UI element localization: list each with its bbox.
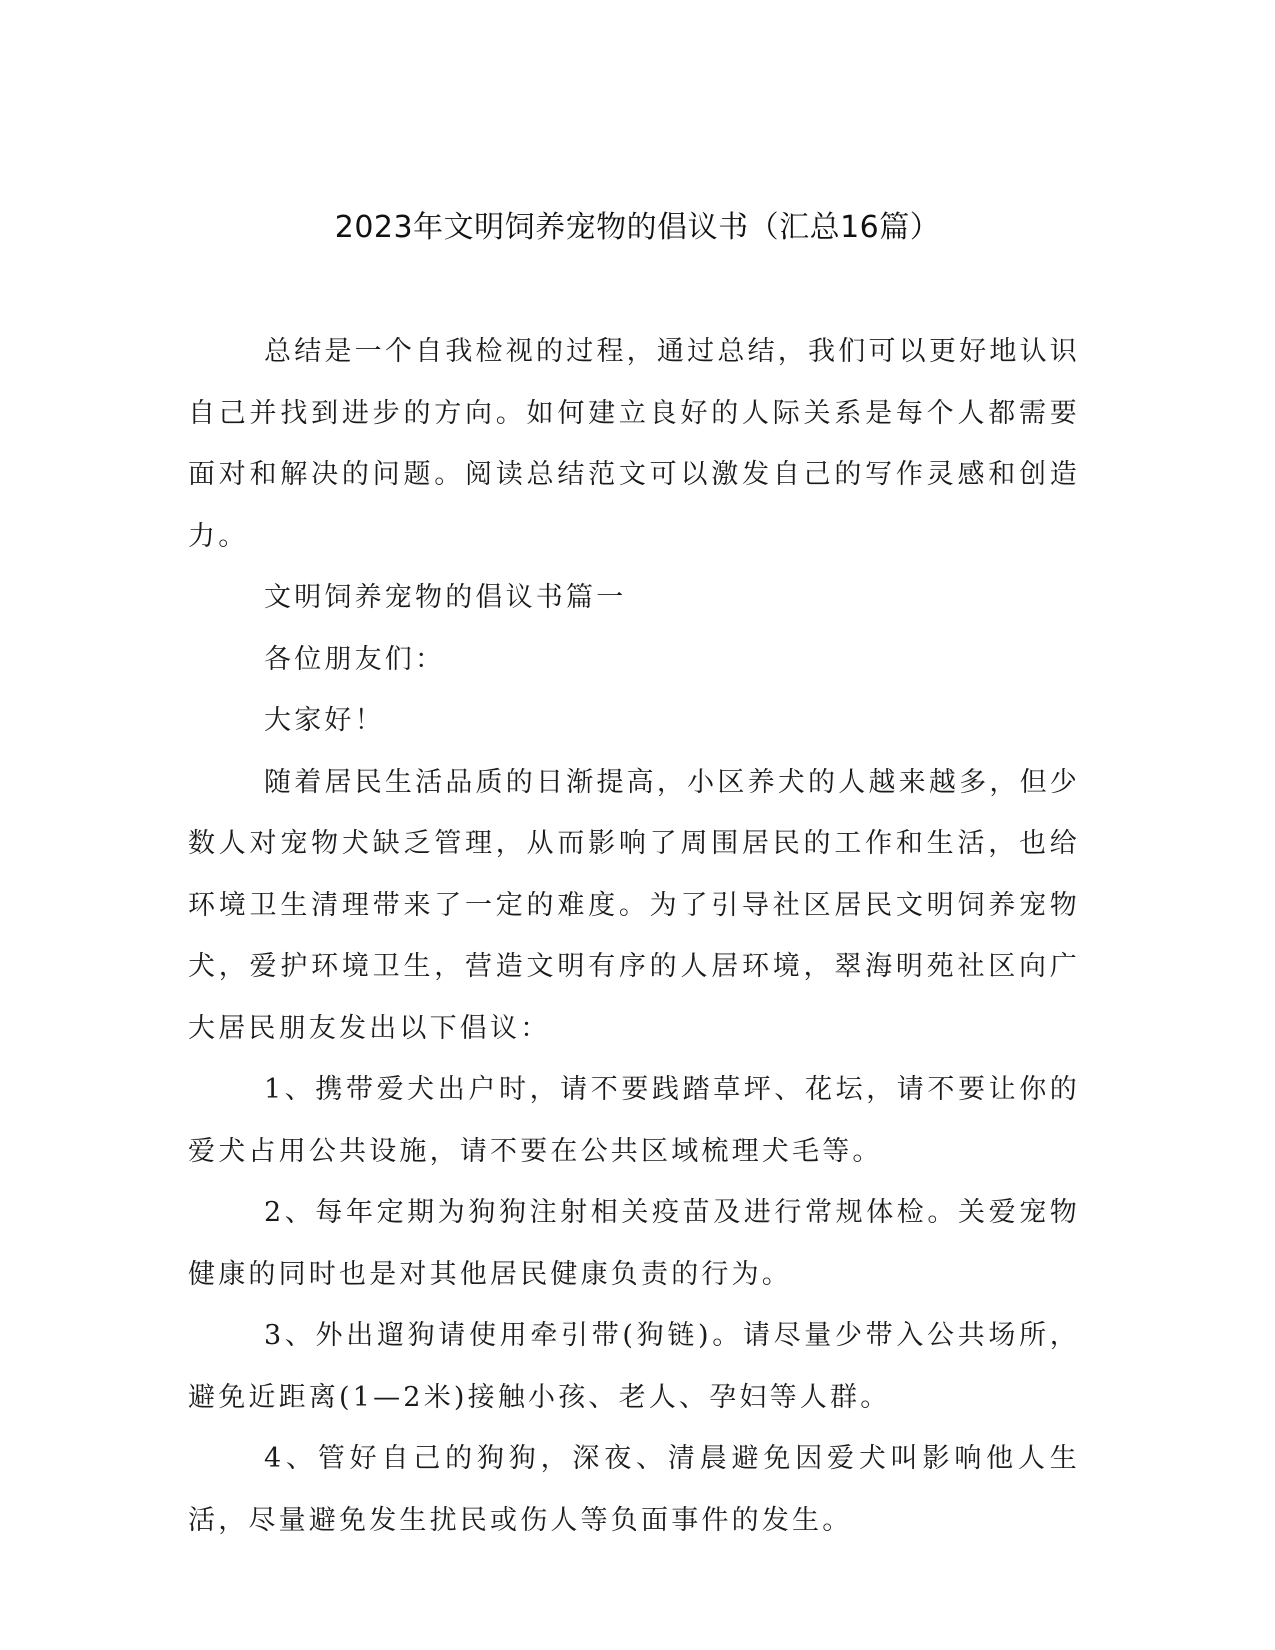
intro-paragraph: 总结是一个自我检视的过程，通过总结，我们可以更好地认识自己并找到进步的方向。如何建立良好的人际关系是每个人都需要面对和解决的问题。阅读总结范文可以激发自己的写作灵感和创造力。: [188, 336, 1080, 552]
proposal-item-3: 3、外出遛狗请使用牵引带(狗链)。请尽量少带入公共场所，避免近距离(1—2米)接触小孩、老人、孕妇等人群。: [188, 1320, 1080, 1413]
document-title: 2023年文明饲养宠物的倡议书（汇总16篇）: [334, 210, 941, 245]
proposal-item-2: 2、每年定期为狗狗注射相关疫苗及进行常规体检。关爱宠物健康的同时也是对其他居民健康负责的行为。: [188, 1197, 1080, 1290]
document-body: [188, 321, 1080, 1551]
proposal-item-1: 1、携带爱犬出户时，请不要践踏草坪、花坛，请不要让你的爱犬占用公共设施，请不要在公共区域梳理犬毛等。: [188, 1074, 1080, 1167]
section-heading: 文明饲养宠物的倡议书篇一: [264, 582, 627, 613]
body-paragraph: 随着居民生活品质的日渐提高，小区养犬的人越来越多，但少数人对宠物犬缺乏管理，从而影响了周围居民的工作和生活，也给环境卫生清理带来了一定的难度。为了引导社区居民文明饲养宠物犬，爱护环境卫生，营造文明有序的人居环境，翠海明苑社区向广大居民朋友发出以下倡议：: [188, 766, 1080, 1044]
salutation: 各位朋友们：: [264, 643, 446, 675]
greeting: 大家好！: [264, 705, 385, 736]
proposal-item-4: 4、管好自己的狗狗，深夜、清晨避免因爱犬叫影响他人生活，尽量避免发生扰民或伤人等负面事件的发生。: [188, 1443, 1080, 1536]
